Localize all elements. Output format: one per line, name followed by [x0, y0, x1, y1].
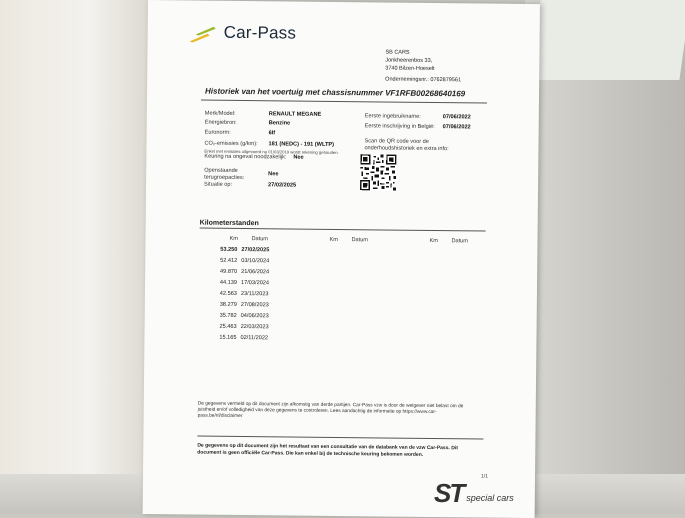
first-registration-value: 07/06/2022 — [442, 124, 471, 131]
special-cars-watermark — [434, 480, 514, 506]
date-column-header-3: Datum — [451, 238, 469, 245]
km-date: 23/11/2023 — [240, 290, 269, 298]
km-value: 53.250 — [220, 246, 238, 253]
fuel-label: Energiebron: — [204, 119, 237, 126]
dealer-street: Jonkheerenbos 33, — [385, 57, 433, 64]
first-use-label: Eerste ingebruikname: — [364, 113, 421, 120]
km-value: 35.782 — [219, 312, 237, 319]
inspection-label: Keuring na ongeval noodzakelijk: — [204, 153, 287, 161]
km-value: 15.165 — [219, 334, 237, 341]
recalls-value: Nee — [268, 171, 279, 178]
dealer-name: SB CARS — [385, 49, 410, 56]
km-date: 04/06/2023 — [240, 312, 269, 320]
car-pass-logo — [190, 20, 297, 43]
footer-text: De gegevens op dit document zijn het resultaat van een consultatie van de databank van de vzw Car-Pass. Dit document is geen officiële Car-Pass. Die kan enkel bij de technische keuring bekomen worden. — [197, 442, 458, 458]
km-value: 52.412 — [220, 257, 238, 264]
co2-note: Enkel met emissies uitgevoerd na 01/03/2019 wordt rekening gehouden. — [204, 148, 339, 156]
dealer-company-number: Ondernemingsnr.: 0762879561 — [385, 76, 462, 84]
km-column-header-1: Km — [229, 235, 238, 242]
km-value: 44.139 — [219, 279, 238, 286]
km-date: 02/11/2022 — [240, 334, 269, 342]
background-left — [0, 0, 150, 514]
euronorm-label: Euronorm: — [204, 129, 231, 136]
disclaimer-text: De gegevens vermeld op dit document zijn afkomstig van derde partijen. Car-Pass vzw is door de wetgever niet belast om de juistheid en/of volledigheid van deze gegevens te controleren. Lees aandachtig de informatie op https://www.car-pass.be/nl/disclaimer — [197, 401, 464, 420]
make-model-label: Merk/Model: — [204, 110, 236, 117]
recalls-label-line1: Openstaande — [204, 167, 238, 174]
km-section-title: Kilometerstanden — [199, 219, 259, 228]
km-section-divider — [200, 228, 486, 232]
km-column-header-3: Km — [429, 237, 438, 245]
recalls-label-line2: terugroepacties: — [204, 174, 245, 182]
brand-name: Car-Pass — [223, 22, 297, 43]
page-number: 1/1 — [480, 473, 489, 480]
date-column-header-1: Datum — [251, 236, 269, 243]
status-date-value: 27/02/2025 — [268, 182, 297, 189]
km-date: 27/08/2023 — [240, 301, 269, 309]
watermark-text: special cars — [466, 493, 514, 503]
dealer-block — [385, 48, 461, 84]
qr-code[interactable] — [360, 154, 396, 190]
inspection-value: Nee — [293, 154, 304, 161]
qr-instruction: Scan de QR code voor de onderhoudshistoriek en extra info: — [364, 138, 449, 153]
first-registration-label: Eerste inschrijving in België: — [364, 123, 435, 131]
km-date: 27/02/2025 — [241, 246, 270, 254]
status-date-label: Situatie op: — [204, 181, 233, 188]
title-divider — [201, 100, 487, 104]
km-value: 42.563 — [219, 290, 237, 297]
co2-label: CO₂-emissies (g/km): — [204, 140, 258, 148]
fuel-value: Benzine — [268, 120, 291, 127]
km-column-header-2: Km — [329, 236, 338, 244]
make-model-value: RENAULT MEGANE — [268, 111, 322, 118]
km-date: 22/03/2023 — [240, 323, 269, 331]
km-date: 17/03/2024 — [241, 279, 270, 287]
km-date: 21/06/2024 — [241, 268, 270, 276]
date-column-header-2: Datum — [351, 237, 369, 244]
euronorm-value: 6If — [268, 130, 276, 137]
km-date: 03/10/2024 — [241, 257, 270, 265]
background-sheet — [529, 0, 685, 80]
car-pass-logo-icon — [190, 20, 220, 42]
car-pass-document — [143, 0, 540, 518]
km-value: 49.870 — [220, 268, 238, 275]
watermark-mark: ST — [434, 478, 464, 508]
first-use-value: 07/06/2022 — [442, 114, 471, 121]
dealer-city: 3740 Bilzen-Hoeselt — [385, 65, 435, 73]
km-value: 25.463 — [219, 323, 237, 330]
co2-value: 181 (NEDC) - 191 (WLTP) — [268, 141, 335, 148]
footer-divider — [197, 436, 483, 440]
history-title: Historiek van het voertuig met chassisnummer VF1RFB00268640169 — [205, 86, 466, 99]
km-value: 38.279 — [219, 301, 237, 308]
km-reading-row — [206, 335, 326, 347]
